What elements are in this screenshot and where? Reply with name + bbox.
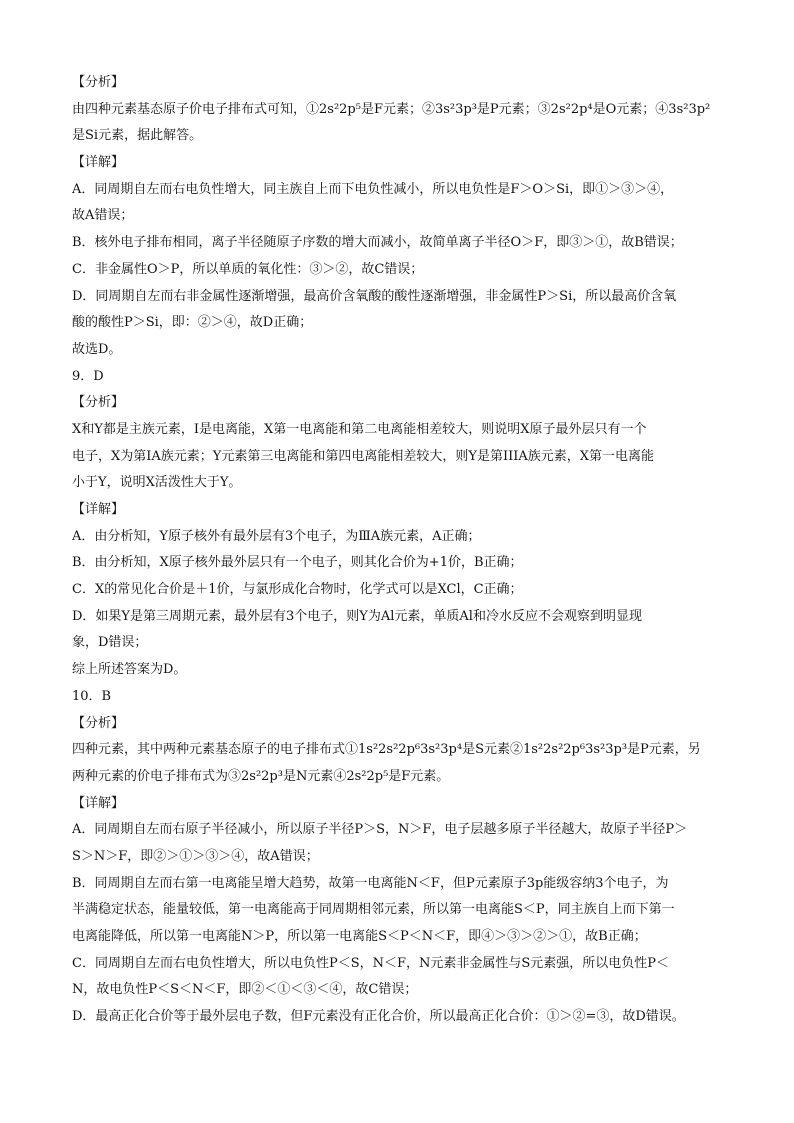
text-line-content: D．最高正化合价等于最外层电子数，但F元素没有正化合价，所以最高正化合价：①＞②=③，故D错误。 [72,1009,685,1025]
text-line [72,768,724,795]
text-line-content: B．核外电子排布相同，离子半径随原子序数的增大而减小，故简单离子半径O＞F，即③＞①，故B错误； [72,235,683,251]
text-line [72,688,724,715]
text-line-content: 【详解】 [72,502,125,517]
text-line-content: 【分析】 [72,75,125,90]
text-line-content: 10．B [72,688,112,704]
text-line-content: 两种元素的价电子排布式为③2s²2p³是N元素④2s²2p⁵是F元素。 [72,768,450,784]
text-line-content: 【分析】 [72,395,125,411]
text-line [72,634,724,661]
text-line-content: C．同周期自左而右电负性增大，所以电负性P＜S，N＜F，N元素非金属性与S元素强，所以电负性P＜ [72,955,670,971]
text-line [72,474,724,501]
text-line [72,554,724,581]
text-line-content: N，故电负性P＜S＜N＜F，即②＜①＜③＜④，故C错误； [72,982,418,998]
text-line [72,288,724,315]
text-line-content: 【详解】 [72,155,125,171]
text-line-content: 象，D错误； [72,635,148,651]
text-line [72,207,724,234]
text-line-content: 电子，X为第IA族元素；Y元素第三电离能和第四电离能相差较大，则Y是第IIIA族元素，X第一电离能 [72,448,654,464]
text-line [72,848,724,875]
text-line [72,795,724,822]
text-line-content: 酸的酸性P＞Si，即：②＞④，故D正确； [72,315,313,331]
text-line [72,74,724,101]
text-line [72,394,724,421]
text-line [72,501,724,528]
text-line [72,448,724,475]
text-line [72,421,724,448]
text-line-content: A．同周期自左而右原子半径减小，所以原子半径P＞S，N＞F，电子层越多原子半径越大，故原子半径P＞ [72,822,688,838]
text-line [72,368,724,395]
text-line [72,101,724,128]
text-line-content: 小于Y，说明X活泼性大于Y。 [72,475,242,491]
text-line-content: X和Y都是主族元素，I是电离能，X第一电离能和第二电离能相差较大，则说明X原子最外层只有一个 [72,421,647,437]
text-line-content: 【详解】 [72,795,125,811]
text-line [72,314,724,341]
text-line-content: 【分析】 [72,715,125,731]
text-line-content: D．同周期自左而右非金属性逐渐增强，最高价含氧酸的酸性逐渐增强，非金属性P＞Si，所以最高价含氧 [72,288,677,304]
text-line-content: 半满稳定状态，能量较低，第一电离能高于同周期相邻元素，所以第一电离能S＜P，同主族自上而下第一 [72,902,675,918]
text-line-content: D．如果Y是第三周期元素，最外层有3个电子，则Y为Al元素，单质Al和冷水反应不会观察到明显现 [72,608,642,624]
text-line [72,528,724,555]
text-line [72,581,724,608]
text-line-content: A．同周期自左而右电负性增大，同主族自上而下电负性减小，所以电负性是F＞O＞Si，即①＞③＞④， [72,181,674,197]
text-line-content: 9．D [72,368,104,384]
text-line [72,875,724,902]
text-line [72,741,724,768]
text-line-content: 四种元素，其中两种元素基态原子的电子排布式①1s²2s²2p⁶3s²3p⁴是S元素②1s²2s²2p⁶3s²3p³是P元素，另 [72,742,701,758]
text-line-content: 是Si元素，据此解答。 [72,128,203,144]
text-line [72,608,724,635]
text-line [72,955,724,982]
text-line-content: 由四种元素基态原子价电子排布式可知，①2s²2p⁵是F元素；②3s²3p³是P元素；③2s²2p⁴是O元素；④3s²3p² [72,101,711,117]
document-body [72,74,724,1035]
text-line [72,127,724,154]
text-line [72,154,724,181]
text-line [72,261,724,288]
text-line [72,341,724,368]
text-line-content: S＞N＞F，即②＞①＞③＞④，故A错误； [72,848,319,864]
text-line-content: C．X的常见化合价是＋1价，与氯形成化合物时，化学式可以是XCl，C正确； [72,582,523,598]
text-line-content: 综上所述答案为D。 [72,662,187,678]
text-line-content: A．由分析知，Y原子核外有最外层有3个电子，为ⅢA族元素，A正确； [72,528,481,544]
text-line-content: C．非金属性O＞P，所以单质的氧化性：③＞②，故C错误； [72,261,424,277]
text-line [72,901,724,928]
text-line-content: 故A错误； [72,208,134,224]
text-line [72,928,724,955]
text-line [72,234,724,261]
text-line-content: 故选D。 [72,341,122,357]
text-line-content: B．同周期自左而右第一电离能呈增大趋势，故第一电离能N＜F，但P元素原子3p能级容纳3个电子，为 [72,875,669,891]
text-line-content: 电离能降低，所以第一电离能N＞P，所以第一电离能S＜P＜N＜F，即④＞③＞②＞①，故B正确； [72,929,647,944]
text-line [72,981,724,1008]
text-line [72,181,724,208]
text-line [72,715,724,742]
text-line [72,1008,724,1035]
text-line [72,821,724,848]
text-line-content: B．由分析知，X原子核外最外层只有一个电子，则其化合价为+1价，B正确； [72,555,523,571]
text-line [72,661,724,688]
